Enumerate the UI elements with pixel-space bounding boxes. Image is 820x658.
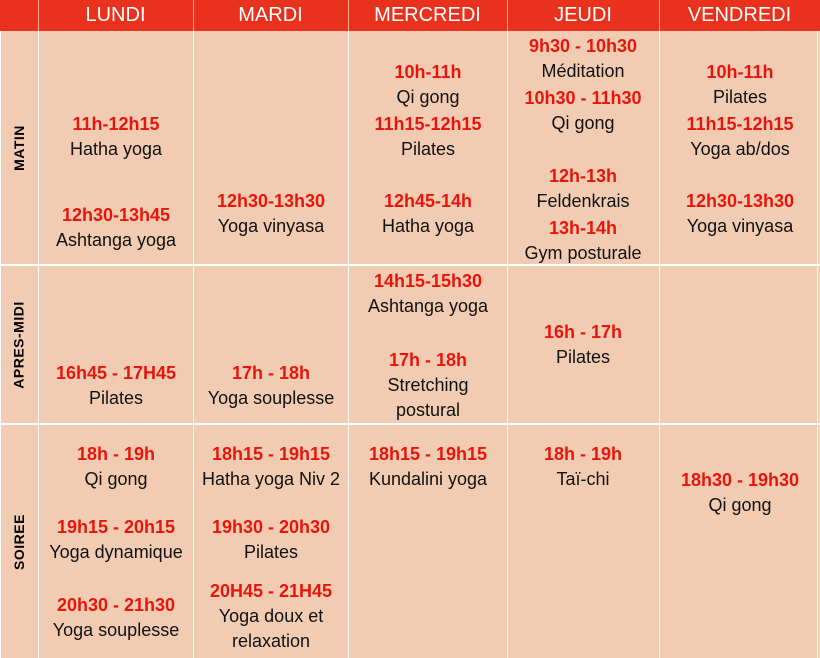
period-label-apres-midi: APRES-MIDI <box>11 300 28 389</box>
session-time: 20H45 - 21H45 <box>209 581 333 601</box>
session-time: 12h45-14h <box>383 191 473 211</box>
session-class-name: Ashtanga yoga <box>55 230 177 250</box>
session-class-name: Pilates <box>712 87 768 107</box>
session-time: 18h - 19h <box>76 444 156 464</box>
grid-line-horizontal <box>0 264 820 266</box>
session-time: 14h15-15h30 <box>373 271 483 291</box>
period-label-matin: MATIN <box>11 124 28 171</box>
grid-line-vertical <box>507 31 508 658</box>
session-time: 17h - 18h <box>388 350 468 370</box>
session-class-name: Ashtanga yoga <box>367 296 489 316</box>
header-day-lundi: LUNDI <box>38 0 193 31</box>
session-class-name: Yoga vinyasa <box>217 216 325 236</box>
session-time: 12h30-13h45 <box>61 205 171 225</box>
header-divider <box>507 0 508 31</box>
session-class-name: Gym posturale <box>524 243 642 263</box>
grid-line-vertical <box>193 31 194 658</box>
session-class-name: Pilates <box>243 542 299 562</box>
session-time: 12h-13h <box>548 166 618 186</box>
session-class-name: Yoga vinyasa <box>686 216 794 236</box>
grid-line-vertical <box>38 31 39 658</box>
session-time: 18h15 - 19h15 <box>211 444 331 464</box>
session-class-name: Yoga souplesse <box>207 388 335 408</box>
header-divider <box>659 0 660 31</box>
grid-line-vertical <box>659 31 660 658</box>
session-class-name: Yoga dynamique <box>49 542 183 562</box>
header-day-jeudi: JEUDI <box>507 0 659 31</box>
session-time: 11h-12h15 <box>72 114 160 134</box>
session-class-name: Pilates <box>400 139 456 159</box>
session-time: 16h45 - 17H45 <box>55 363 177 383</box>
session-class-name: relaxation <box>231 631 311 651</box>
session-time: 12h30-13h30 <box>685 191 795 211</box>
header-divider <box>193 0 194 31</box>
header-divider <box>38 0 39 31</box>
session-time: 19h15 - 20h15 <box>56 517 176 537</box>
session-time: 20h30 - 21h30 <box>56 595 176 615</box>
session-time: 18h15 - 19h15 <box>368 444 488 464</box>
session-class-name: Hatha yoga <box>381 216 475 236</box>
header-day-mardi: MARDI <box>193 0 348 31</box>
session-time: 10h-11h <box>394 62 462 82</box>
session-time: 18h - 19h <box>543 444 623 464</box>
session-class-name: Méditation <box>541 61 625 81</box>
session-time: 11h15-12h15 <box>374 114 482 134</box>
grid-line-vertical <box>817 31 818 658</box>
session-class-name: postural <box>395 400 461 420</box>
session-class-name: Stretching <box>387 375 469 395</box>
session-time: 12h30-13h30 <box>216 191 326 211</box>
grid-line-vertical <box>348 31 349 658</box>
session-time: 18h30 - 19h30 <box>680 470 800 490</box>
session-class-name: Feldenkrais <box>536 191 630 211</box>
session-time: 11h15-12h15 <box>686 114 794 134</box>
session-class-name: Taï-chi <box>556 469 610 489</box>
session-time: 9h30 - 10h30 <box>528 36 638 56</box>
session-class-name: Pilates <box>555 347 611 367</box>
session-class-name: Hatha yoga Niv 2 <box>201 469 341 489</box>
session-time: 10h-11h <box>706 62 774 82</box>
header-day-vendredi: VENDREDI <box>659 0 820 31</box>
session-class-name: Hatha yoga <box>69 139 163 159</box>
session-class-name: Qi gong <box>708 495 772 515</box>
session-class-name: Qi gong <box>396 87 460 107</box>
session-class-name: Qi gong <box>84 469 148 489</box>
period-label-soiree: SOIREE <box>11 513 27 570</box>
session-class-name: Pilates <box>88 388 144 408</box>
session-time: 17h - 18h <box>231 363 311 383</box>
session-class-name: Yoga ab/dos <box>690 139 790 159</box>
header-corner <box>0 0 38 31</box>
header-day-mercredi: MERCREDI <box>348 0 507 31</box>
session-class-name: Yoga souplesse <box>52 620 180 640</box>
session-class-name: Qi gong <box>551 113 615 133</box>
session-class-name: Yoga doux et <box>218 606 324 626</box>
session-time: 13h-14h <box>548 218 618 238</box>
session-time: 16h - 17h <box>543 322 623 342</box>
header-divider <box>348 0 349 31</box>
session-class-name: Kundalini yoga <box>368 469 488 489</box>
session-time: 19h30 - 20h30 <box>211 517 331 537</box>
session-time: 10h30 - 11h30 <box>524 88 642 108</box>
grid-line-horizontal <box>0 423 820 425</box>
